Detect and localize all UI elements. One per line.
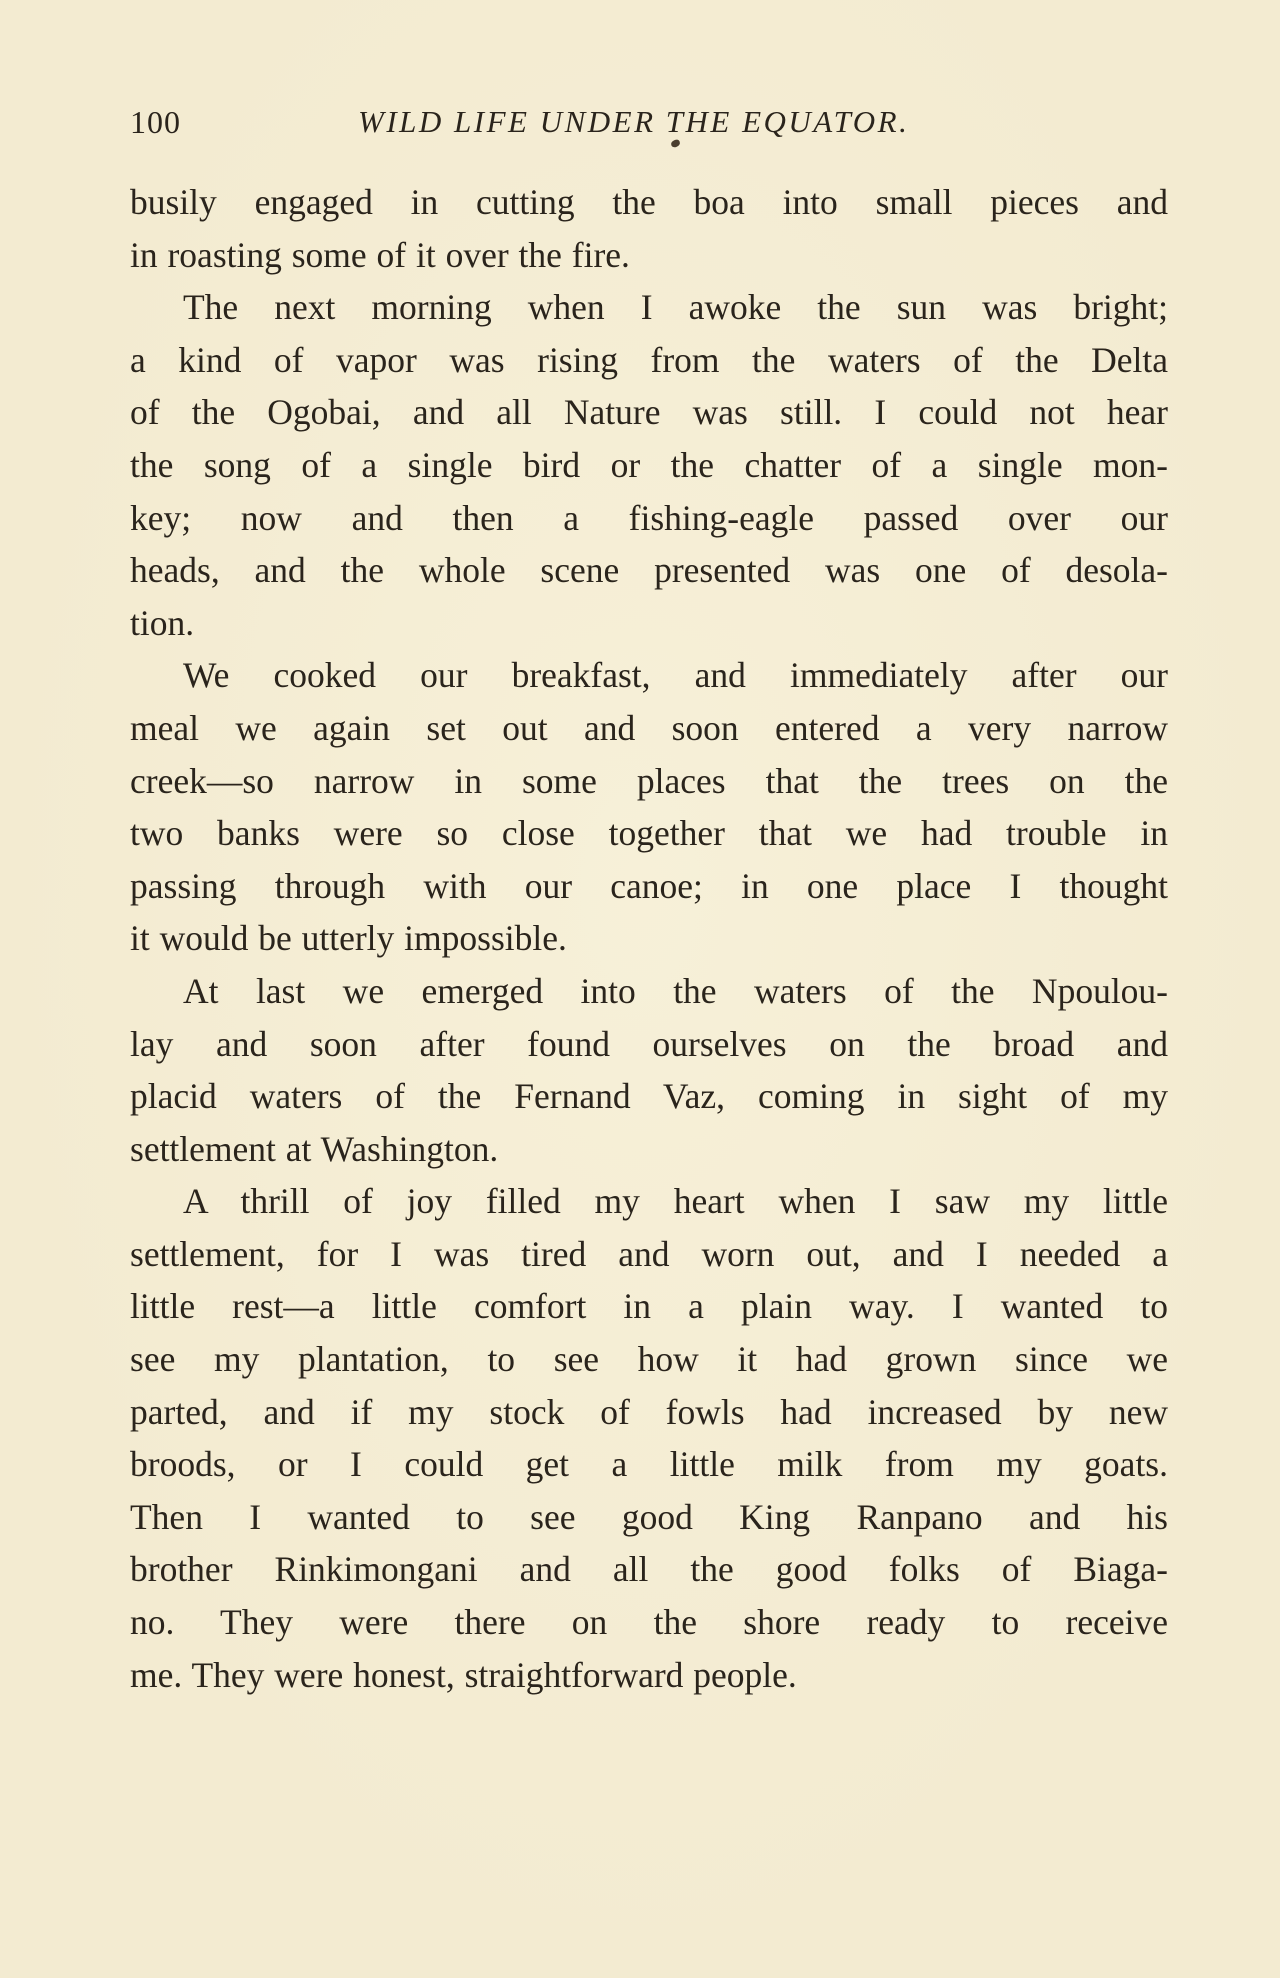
text-line: key; now and then a fishing-eagle passed over our [130,497,1168,538]
text-line: parted, and if my stock of fowls had increased by new [130,1391,1168,1432]
text-line: lay and soon after found ourselves on the broad and [130,1023,1168,1064]
text-line: in roasting some of it over the fire. [130,234,630,275]
running-head [130,104,1160,144]
paragraph [130,176,1168,281]
page-number: 100 [130,104,181,140]
paragraph [130,281,1168,649]
text-line: busily engaged in cutting the boa into small pieces and [130,182,1168,222]
text-line: heads, and the whole scene presented was one of desola- [130,550,1168,591]
text-line: A thrill of joy filled my heart when I saw my little [183,1181,1168,1222]
text-line: of the Ogobai, and all Nature was still. I could not hear [130,392,1168,433]
text-line: broods, or I could get a little milk from my goats. [130,1444,1168,1485]
text-line: tion. [130,602,195,643]
text-line: brother Rinkimongani and all the good folks of Biaga- [130,1549,1168,1590]
text-line: creek—so narrow in some places that the trees on the [130,760,1168,801]
text-line: two banks were so close together that we had trouble in [130,813,1168,854]
text-line: settlement at Washington. [130,1128,499,1169]
running-title: WILD LIFE UNDER THE EQUATOR. [358,104,910,139]
paragraph [130,965,1168,1175]
text-line: The next morning when I awoke the sun was bright; [183,287,1168,328]
text-line: meal we again set out and soon entered a very narrow [130,707,1168,748]
text-line: little rest—a little comfort in a plain way. I wanted to [130,1286,1168,1327]
text-line: placid waters of the Fernand Vaz, coming in sight of my [130,1076,1168,1117]
text-line: We cooked our breakfast, and immediately after our [183,655,1168,696]
text-line: Then I wanted to see good King Ranpano and his [130,1496,1168,1537]
text-line: a kind of vapor was rising from the waters of the Delta [130,339,1168,380]
text-line: settlement, for I was tired and worn out, and I needed a [130,1233,1168,1274]
text-line: me. They were honest, straightforward people. [130,1654,797,1695]
text-line: At last we emerged into the waters of the Npoulou- [183,970,1168,1011]
text-line: the song of a single bird or the chatter of a single mon- [130,444,1168,485]
paragraph [130,1175,1168,1701]
text-line: passing through with our canoe; in one place I thought [130,865,1168,906]
text-line: it would be utterly impossible. [130,918,567,959]
text-line: no. They were there on the shore ready to receive [130,1602,1168,1643]
body-text [130,176,1168,1701]
text-line: see my plantation, to see how it had grown since we [130,1339,1168,1380]
paragraph [130,649,1168,965]
ink-mark [670,139,681,149]
